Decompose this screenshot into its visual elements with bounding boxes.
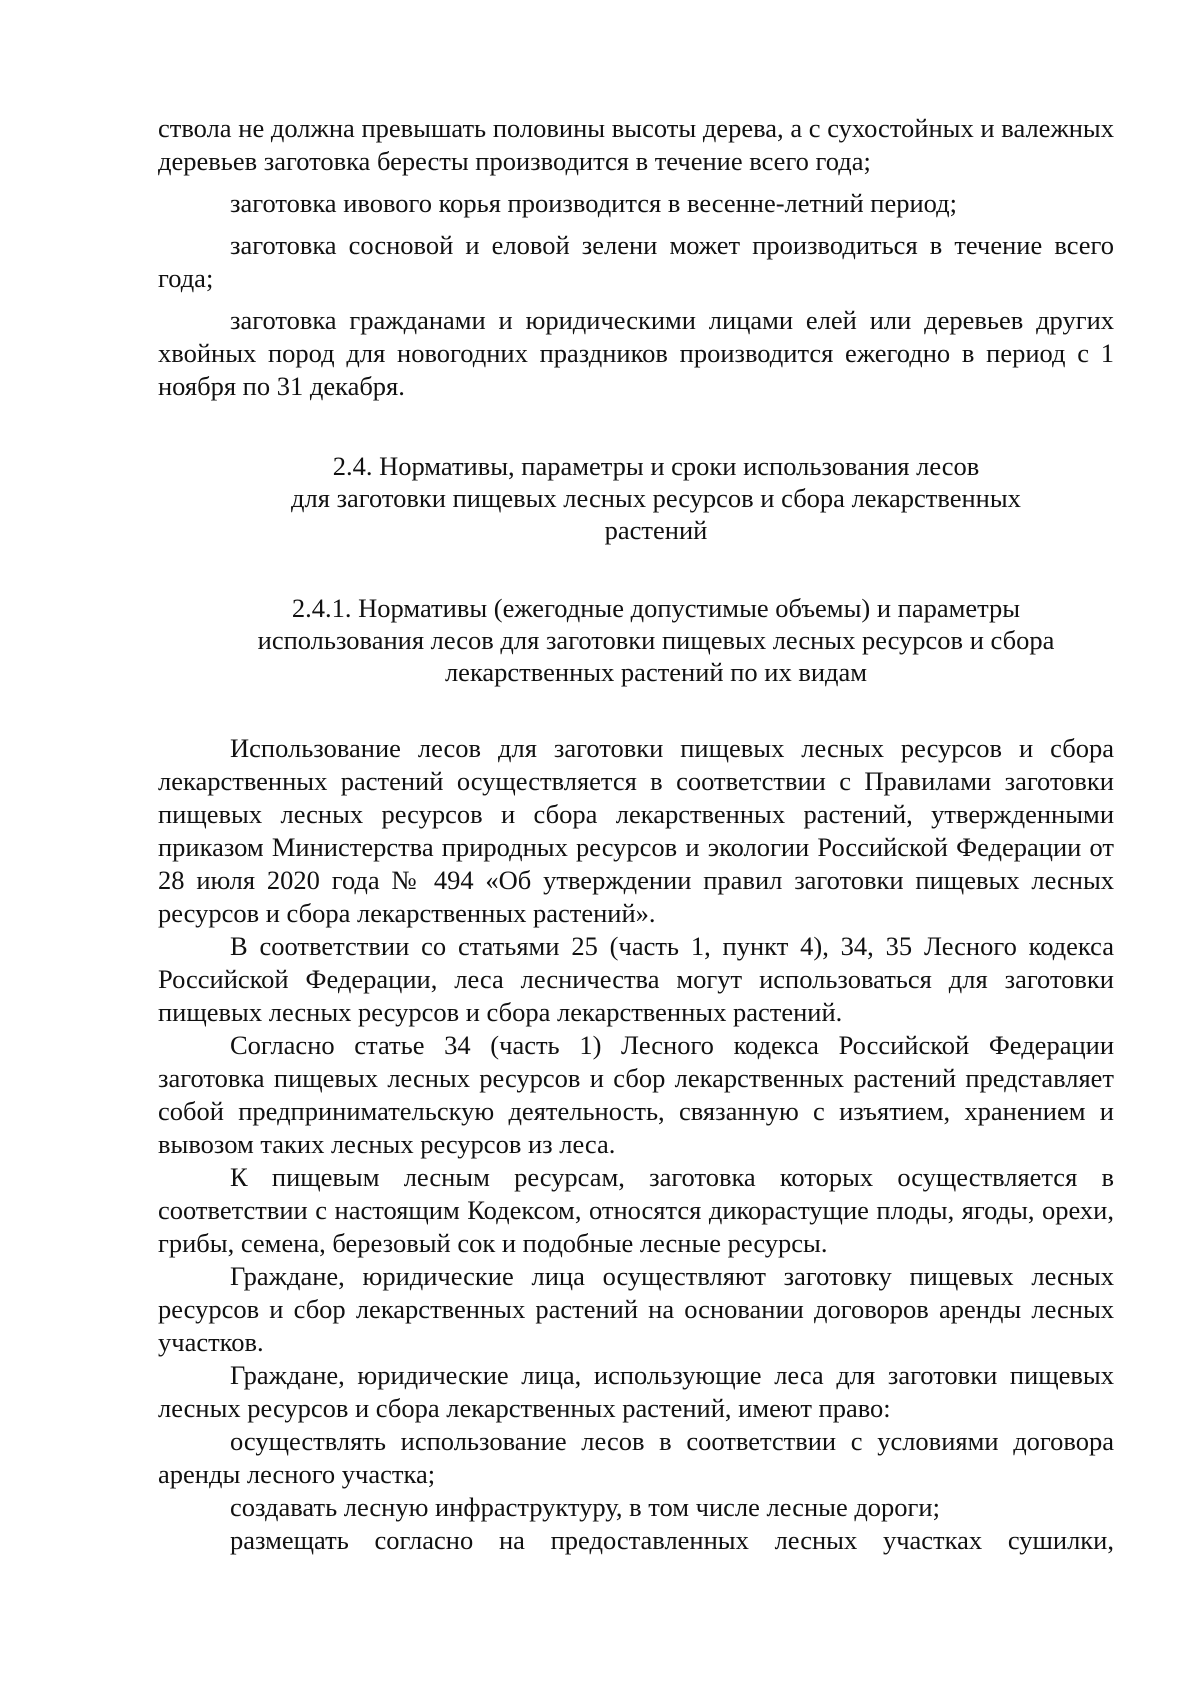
heading-line: лекарственных растений по их видам [444, 657, 868, 687]
paragraph-right-dryers: размещать согласно на предоставленных лесных участках сушилки, [230, 1525, 1114, 1555]
heading-line: использования лесов для заготовки пищевых лесных ресурсов и сбора [257, 625, 1055, 655]
heading-line: для заготовки пищевых лесных ресурсов и сбора лекарственных [291, 483, 1021, 513]
paragraph-forest-code-articles: В соответствии со статьями 25 (часть 1, пункт 4), 34, 35 Лесного кодекса Российской Федерации, леса лесничества могут использоваться для заготовки пищевых лесных ресурсов и сбора лекарственных растений. [158, 931, 1114, 1027]
paragraph-new-year-trees: заготовка гражданами и юридическими лицами елей или деревьев других хвойных пород для новогодних праздников производится ежегодно в период с 1 ноября по 31 декабря. [158, 305, 1114, 401]
paragraph-food-resources-definition: К пищевым лесным ресурсам, заготовка которых осуществляется в соответствии с настоящим Кодексом, относятся дикорастущие плоды, ягоды, орехи, грибы, семена, березовый сок и подобные лесные ресурсы. [158, 1162, 1114, 1258]
paragraph-pine-spruce-greens: заготовка сосновой и еловой зелени может производиться в течение всего года; [158, 230, 1114, 293]
paragraph-right-use-forests: осуществлять использование лесов в соответствии с условиями договора аренды лесного участка; [158, 1426, 1114, 1489]
paragraph-lease-basis: Граждане, юридические лица осуществляют заготовку пищевых лесных ресурсов и сбор лекарственных растений на основании договоров аренды лесных участков. [158, 1261, 1114, 1357]
paragraph-rights-intro: Граждане, юридические лица, использующие леса для заготовки пищевых лесных ресурсов и сбора лекарственных растений, имеют право: [158, 1360, 1114, 1423]
heading-line: 2.4. Нормативы, параметры и сроки использования лесов [332, 451, 980, 481]
section-heading-2-4 [158, 450, 1114, 546]
document-page [158, 112, 1114, 1557]
heading-line: растений [604, 515, 708, 545]
section-heading-2-4-1 [158, 592, 1114, 688]
heading-line: 2.4.1. Нормативы (ежегодные допустимые объемы) и параметры [291, 593, 1021, 623]
paragraph-article-34: Согласно статье 34 (часть 1) Лесного кодекса Российской Федерации заготовка пищевых лесных ресурсов и сбор лекарственных растений представляет собой предпринимательскую деятельность, связанную с изъятием, хранением и вывозом таких лесных ресурсов из леса. [158, 1030, 1114, 1159]
paragraph-right-infrastructure: создавать лесную инфраструктуру, в том числе лесные дороги; [230, 1492, 940, 1522]
paragraph-rules-reference: Использование лесов для заготовки пищевых лесных ресурсов и сбора лекарственных растений осуществляется в соответствии с Правилами заготовки пищевых лесных ресурсов и сбора лекарственных растений, утвержденными приказом Министерства природных ресурсов и экологии Российской Федерации от 28 июля 2020 года № 494 «Об утверждении правил заготовки пищевых лесных ресурсов и сбора лекарственных растений». [158, 733, 1114, 928]
paragraph-willow-bark: заготовка ивового корья производится в весенне-летний период; [230, 188, 958, 218]
paragraph-continuation: ствола не должна превышать половины высоты дерева, а с сухостойных и валежных деревьев заготовка бересты производится в течение всего года; [158, 113, 1114, 176]
